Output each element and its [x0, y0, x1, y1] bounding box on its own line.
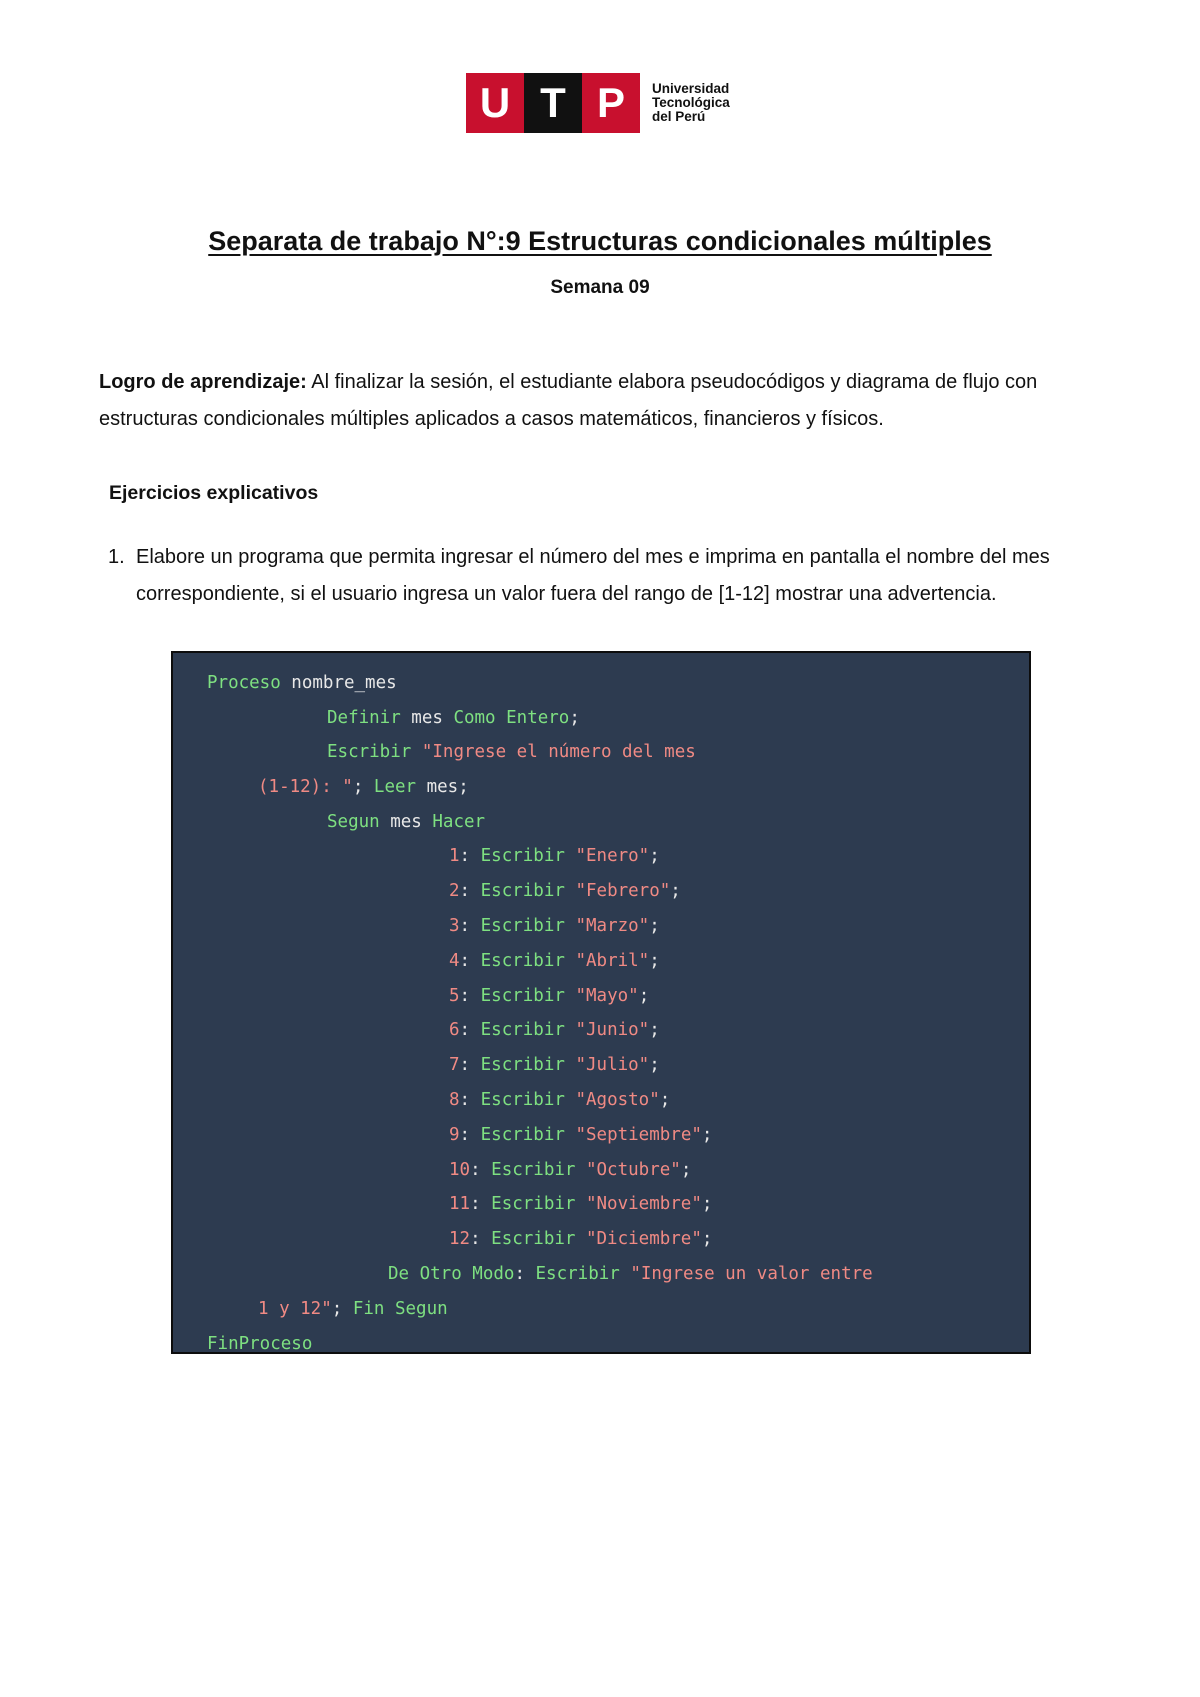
code-token: :: [470, 1194, 492, 1214]
code-token: 8: [449, 1090, 460, 1110]
code-line: [449, 950, 660, 972]
code-line: [449, 915, 660, 937]
code-block: [171, 651, 1031, 1354]
code-line: [327, 707, 580, 729]
code-token: Leer: [373, 777, 417, 797]
exercise-number: 1.: [108, 546, 125, 568]
section-heading: Ejercicios explicativos: [109, 482, 319, 504]
code-token: :: [470, 1160, 492, 1180]
code-token: (1-12): ": [258, 777, 353, 797]
code-token: ;: [701, 1229, 713, 1249]
code-token: ;: [659, 1090, 671, 1110]
code-token: "Abril": [564, 951, 650, 971]
code-token: "Marzo": [564, 916, 650, 936]
code-line: [449, 1019, 660, 1041]
code-token: 1: [449, 846, 460, 866]
code-token: Escribir: [480, 1090, 565, 1110]
code-line: [388, 1263, 873, 1285]
code-token: 10: [449, 1160, 471, 1180]
logo-text-line: Tecnológica: [652, 95, 730, 110]
code-token: "Diciembre": [575, 1229, 702, 1249]
code-token: Escribir: [480, 951, 565, 971]
code-token: 6: [449, 1020, 460, 1040]
code-token: "Enero": [564, 846, 650, 866]
code-line: [258, 1298, 448, 1320]
code-token: Escribir: [535, 1264, 620, 1284]
code-token: 4: [449, 951, 460, 971]
code-line: [449, 1193, 712, 1215]
achievement-label: Logro de aprendizaje:: [99, 371, 307, 393]
code-line: [449, 1228, 712, 1250]
code-token: Escribir: [327, 742, 412, 762]
code-token: Escribir: [480, 1125, 565, 1145]
code-token: ;: [701, 1194, 713, 1214]
code-line: [207, 672, 397, 694]
code-token: Escribir: [491, 1160, 576, 1180]
code-token: 2: [449, 881, 460, 901]
code-token: :: [459, 1055, 481, 1075]
code-token: Escribir: [480, 1055, 565, 1075]
code-token: Segun: [327, 812, 380, 832]
code-token: "Febrero": [564, 881, 671, 901]
code-token: mes;: [416, 777, 469, 797]
code-token: ;: [680, 1160, 692, 1180]
exercise-item: [108, 539, 1088, 613]
code-token: FinProceso: [207, 1334, 313, 1354]
page-subtitle: Semana 09: [550, 277, 650, 298]
code-token: "Ingrese el número del mes: [411, 742, 696, 762]
code-token: :: [459, 916, 481, 936]
code-token: 5: [449, 986, 460, 1006]
code-token: :: [459, 881, 481, 901]
code-token: "Septiembre": [564, 1125, 702, 1145]
code-line: [449, 1054, 660, 1076]
code-token: "Junio": [564, 1020, 650, 1040]
exercise-text: Elabore un programa que permita ingresar el número del mes e imprima en pantalla el nombre del mes correspondiente, si el usuario ingresa un valor fuera del rango de [1-12] mostrar una advertencia.: [136, 546, 1050, 605]
code-line: [449, 1089, 670, 1111]
code-line: [327, 811, 485, 833]
code-token: :: [459, 1020, 481, 1040]
code-token: :: [514, 1264, 536, 1284]
code-token: Fin Segun: [352, 1299, 448, 1319]
code-token: Escribir: [480, 846, 565, 866]
code-token: Como Entero: [453, 708, 570, 728]
code-token: ;: [649, 916, 660, 936]
logo-text-line: Universidad: [652, 81, 730, 96]
code-token: ;: [638, 986, 650, 1006]
code-token: mes: [379, 812, 433, 832]
code-token: ;: [701, 1125, 713, 1145]
code-token: Definir: [327, 708, 401, 728]
logo-letter-t: T: [524, 73, 582, 133]
code-token: "Agosto": [564, 1090, 660, 1110]
code-token: mes: [400, 708, 454, 728]
code-token: "Mayo": [564, 986, 639, 1006]
code-line: [449, 985, 649, 1007]
code-token: 1 y 12": [258, 1299, 332, 1319]
code-token: :: [459, 1090, 481, 1110]
code-token: Escribir: [480, 986, 565, 1006]
code-token: :: [459, 986, 481, 1006]
logo-wordmark: [652, 82, 730, 124]
page-title: Separata de trabajo N°:9 Estructuras condicionales múltiples: [208, 226, 992, 256]
code-line: [449, 880, 681, 902]
achievement-text: Al finalizar la sesión, el estudiante elabora pseudocódigos y diagrama de flujo con estructuras condicionales múltiples aplicados a casos matemáticos, financieros y físicos.: [99, 371, 1038, 430]
code-line: [449, 1159, 691, 1181]
code-line: [258, 776, 469, 798]
code-token: :: [459, 1125, 481, 1145]
code-token: :: [459, 846, 481, 866]
code-token: "Ingrese un valor entre: [619, 1264, 873, 1284]
code-token: "Octubre": [575, 1160, 681, 1180]
code-token: ;: [649, 1020, 660, 1040]
code-token: :: [470, 1229, 492, 1249]
code-line: [327, 741, 696, 763]
code-token: Escribir: [480, 1020, 565, 1040]
utp-logo: [466, 73, 730, 133]
code-token: 12: [449, 1229, 471, 1249]
code-token: "Julio": [564, 1055, 650, 1075]
code-token: ;: [331, 1299, 353, 1319]
code-token: :: [459, 951, 481, 971]
code-line: [449, 1124, 712, 1146]
code-token: ;: [569, 708, 580, 728]
code-token: 9: [449, 1125, 460, 1145]
code-line: [207, 1333, 312, 1355]
logo-letter-u: U: [466, 73, 524, 133]
code-token: De Otro Modo: [388, 1264, 515, 1284]
code-token: ;: [649, 846, 660, 866]
code-token: 7: [449, 1055, 460, 1075]
code-token: Proceso: [207, 673, 281, 693]
code-token: ;: [670, 881, 681, 901]
code-token: nombre_mes: [280, 673, 397, 693]
code-line: [449, 845, 660, 867]
logo-text-line: del Perú: [652, 109, 706, 124]
code-token: Escribir: [480, 881, 565, 901]
code-token: 11: [449, 1194, 471, 1214]
code-token: ;: [649, 1055, 660, 1075]
code-token: Hacer: [432, 812, 486, 832]
logo-letter-p: P: [582, 73, 640, 133]
code-token: Escribir: [480, 916, 565, 936]
code-token: Escribir: [491, 1194, 576, 1214]
code-token: 3: [449, 916, 460, 936]
code-token: Escribir: [491, 1229, 576, 1249]
code-token: ;: [352, 777, 374, 797]
code-token: ;: [649, 951, 660, 971]
learning-achievement: [99, 364, 1109, 438]
code-token: "Noviembre": [575, 1194, 702, 1214]
